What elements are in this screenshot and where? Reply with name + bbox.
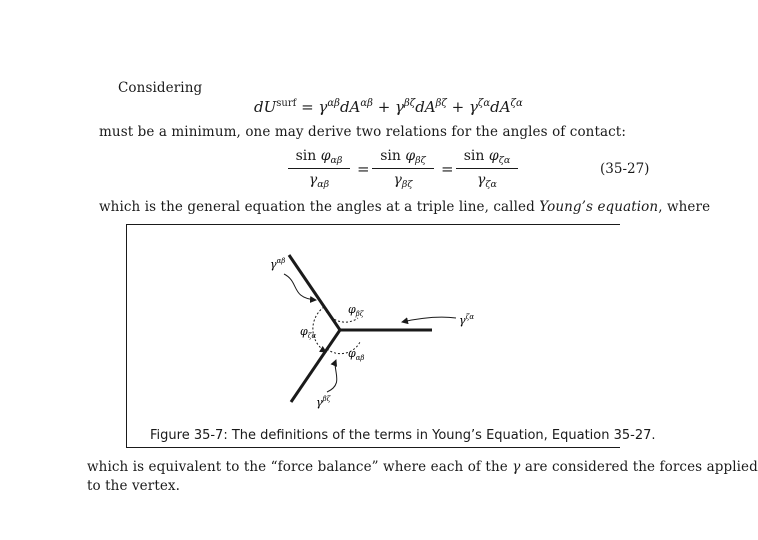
frac3-gamma: γ <box>477 172 486 188</box>
eq1-lhs: dU <box>254 98 277 116</box>
force-balance-end: are considered the forces applied <box>524 459 758 475</box>
force-balance-line-2: to the vertex. <box>87 478 181 494</box>
eq1-gamma1-sup: αβ <box>327 98 340 109</box>
eq1-da1: dA <box>339 98 361 116</box>
eq1-equals: = <box>296 98 319 116</box>
eq1-gamma2: γ <box>395 98 404 116</box>
label-phi-za-base: φ <box>300 325 308 338</box>
frac2-sin: sin <box>380 148 401 164</box>
eq1-plus2: + <box>446 98 469 116</box>
eq1-da3-sup: ζα <box>510 98 523 109</box>
label-phi-za-sub: ζα <box>307 332 317 340</box>
considering-text: Considering <box>118 80 203 96</box>
general-equation-where: , where <box>658 199 711 215</box>
label-phi-beta-zeta <box>348 303 365 318</box>
frac1-gamma: γ <box>308 172 318 188</box>
eq2-equals-1: = <box>357 160 370 178</box>
label-phi-zeta-alpha <box>300 325 316 340</box>
frac3-phi: φ <box>488 148 499 164</box>
eq2-equals-2: = <box>441 160 454 178</box>
leader-arrow-gamma-za <box>402 317 456 322</box>
label-gamma-za-sup: ζα <box>465 313 475 321</box>
label-gamma-zeta-alpha <box>459 313 474 327</box>
eq1-da1-sup: αβ <box>360 98 373 109</box>
label-gamma-beta-zeta <box>316 395 332 409</box>
force-balance-lead: which is equivalent to the “force balance” where each of the <box>87 459 508 475</box>
label-phi-bz-base: φ <box>348 303 356 316</box>
label-phi-bz-sub: βζ <box>355 310 364 318</box>
label-phi-alpha-beta <box>348 347 364 362</box>
eq1-gamma3-sup: ζα <box>477 98 491 109</box>
frac1-phi-sub: αβ <box>330 155 343 166</box>
youngs-equation-italic: Young’s equation <box>539 199 659 215</box>
eq1-gamma2-sup: βζ <box>404 98 416 109</box>
frac3-gamma-sub: ζα <box>485 179 497 190</box>
frac3-phi-sub: ζα <box>498 155 511 166</box>
must-be-minimum-text: must be a minimum, one may derive two relations for the angles of contact: <box>99 124 626 140</box>
force-balance-gamma: γ <box>512 459 521 475</box>
eq1-gamma3: γ <box>468 98 478 116</box>
frac1-sin: sin <box>295 148 317 164</box>
label-phi-ab-base: φ <box>348 347 356 360</box>
general-equation-lead: which is the general equation the angles at a triple line, called <box>99 199 535 215</box>
label-gamma-ab-base: γ <box>270 258 277 271</box>
frac3-sin: sin <box>463 148 485 164</box>
angle-arc-zeta-alpha <box>313 307 326 352</box>
eq1-da3: dA <box>490 98 511 116</box>
label-gamma-za-base: γ <box>459 314 466 327</box>
leader-arrow-gamma-bz <box>327 360 337 392</box>
label-gamma-ab-sup: αβ <box>276 257 286 265</box>
eq1-gamma1: γ <box>318 98 328 116</box>
frac1-gamma-sub: αβ <box>317 179 330 190</box>
eq1-lhs-sup: surf <box>276 98 297 109</box>
boundary-alpha-beta-line <box>289 255 340 330</box>
frac2-phi: φ <box>405 148 416 164</box>
label-gamma-bz-base: γ <box>316 396 323 409</box>
label-gamma-bz-sup: βζ <box>322 395 331 403</box>
label-gamma-alpha-beta <box>270 257 285 271</box>
eq1-da2-sup: βζ <box>435 98 447 109</box>
eq1-plus1: + <box>372 98 396 116</box>
frac1-phi: φ <box>320 148 331 164</box>
force-balance-line-1 <box>87 459 758 475</box>
eq1-da2: dA <box>415 98 436 116</box>
label-phi-ab-sub: αβ <box>355 354 365 362</box>
figure-caption: Figure 35-7: The definitions of the terms in Young’s Equation, Equation 35-27. <box>150 428 656 443</box>
equation-number: (35-27) <box>600 161 650 177</box>
frac2-gamma: γ <box>393 172 402 188</box>
frac2-gamma-sub: βζ <box>401 179 413 190</box>
frac2-phi-sub: βζ <box>415 155 426 166</box>
